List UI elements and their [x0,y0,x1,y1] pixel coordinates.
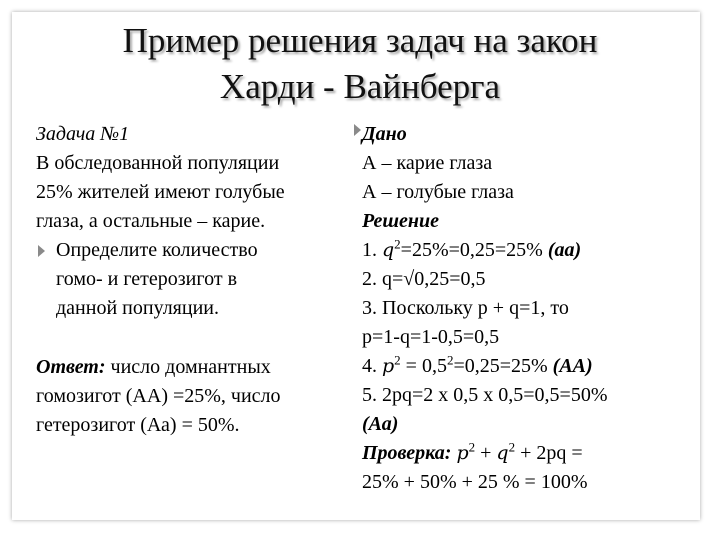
spacer [36,323,356,353]
title-line-1: Пример решения задач на закон [122,21,598,60]
solution-column [362,120,692,497]
solution-step-1: 1. $q^2=25\%=0,25=25\%$ (аа) [362,236,582,261]
answer-line [36,353,356,382]
answer-line: гомозигот (АА) =25%, число [36,385,281,407]
task-column [36,120,356,440]
task-text-line: глаза, а остальные – карие. [36,210,266,232]
solution-step-2: 2. q=√0,25=0,5 [362,268,486,290]
answer-label: Ответ: [36,356,106,378]
question-line: данной популяции. [56,297,219,319]
bullet-arrow-icon [354,124,361,136]
solution-step-3: 3. Поскольку р + q=1, то [362,297,569,319]
question-line: гомо- и гетерозигот в [56,268,238,290]
solution-step-5-cont: (Аа) [362,413,399,435]
given-line: А – карие глаза [362,152,493,174]
task-text-line: 25% жителей имеют голубые [36,181,285,203]
task-title: Задача №1 [36,123,130,145]
question-line: Определите количество [56,239,258,261]
solution-step-5: 5. 2pq=2 х 0,5 х 0,5=0,5=50% [362,384,608,406]
task-question [36,236,356,323]
task-text-line: В обследованной популяции [36,152,280,174]
answer-line: гетерозигот (Аа) = 50%. [36,414,240,436]
title-line-2: Харди - Вайнберга [219,67,501,106]
bullet-arrow-icon [38,245,45,257]
answer-text: число домнантных [105,356,271,378]
given-line: А – голубые глаза [362,181,514,203]
solution-heading: Решение [362,210,440,232]
solution-step-4: 4. $p^2 = 0,5^2=0,25=25\%$ (АА) [362,352,593,377]
slide-title [40,18,680,110]
given-heading: Дано [362,123,407,145]
check-label: Проверка: [362,442,452,464]
check-line: Проверка: $p^2 + q^2 + 2pq$ = [362,439,583,464]
solution-step-3-cont: р=1-q=1-0,5=0,5 [362,326,500,348]
check-line-2: 25% + 50% + 25 % = 100% [362,471,588,493]
